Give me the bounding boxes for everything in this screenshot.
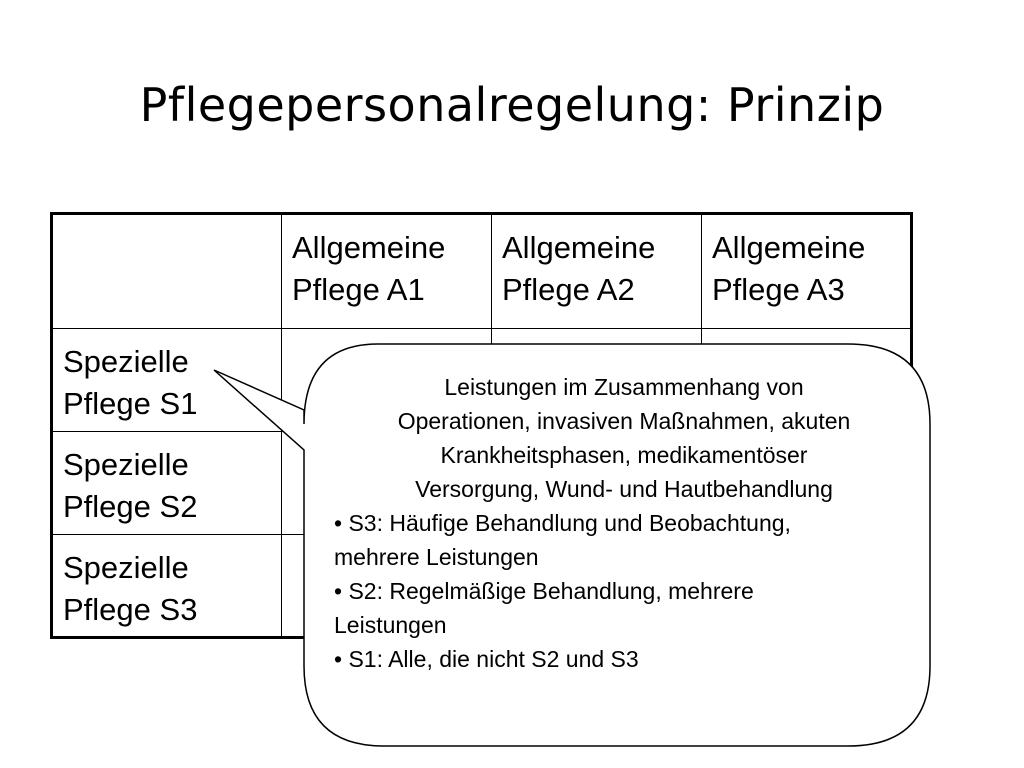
callout-intro-line: Versorgung, Wund- und Hautbehandlung	[415, 476, 833, 502]
row-header-line: Spezielle	[63, 344, 189, 379]
row-header-line: Spezielle	[63, 447, 189, 482]
column-header-line: Allgemeine	[712, 230, 866, 265]
callout-intro-line: Krankheitsphasen, medikamentöser	[440, 442, 808, 468]
callout-intro-line: Leistungen im Zusammenhang von	[444, 374, 804, 400]
row-header-line: Pflege S1	[63, 386, 198, 421]
column-header-line: Pflege A2	[502, 272, 635, 307]
callout-bullet-line: • S3: Häufige Behandlung und Beobachtung,	[334, 510, 791, 536]
column-header-line: Pflege A1	[292, 272, 425, 307]
slide-title: Pflegepersonalregelung: Prinzip	[139, 78, 885, 132]
column-header-line: Pflege A3	[712, 272, 845, 307]
row-header-line: Spezielle	[63, 550, 189, 585]
row-header-line: Pflege S3	[63, 592, 198, 627]
row-header-line: Pflege S2	[63, 489, 198, 524]
column-header-line: Allgemeine	[502, 230, 656, 265]
column-header-line: Allgemeine	[292, 230, 446, 265]
callout-text	[334, 370, 914, 676]
callout-intro-line: Operationen, invasiven Maßnahmen, akuten	[397, 408, 851, 434]
callout-bullet-line: • S1: Alle, die nicht S2 und S3	[334, 646, 639, 672]
callout-bullet-line: Leistungen	[334, 612, 447, 638]
callout-bullet-line: mehrere Leistungen	[334, 544, 539, 570]
callout-bullet-line: • S2: Regelmäßige Behandlung, mehrere	[334, 578, 754, 604]
